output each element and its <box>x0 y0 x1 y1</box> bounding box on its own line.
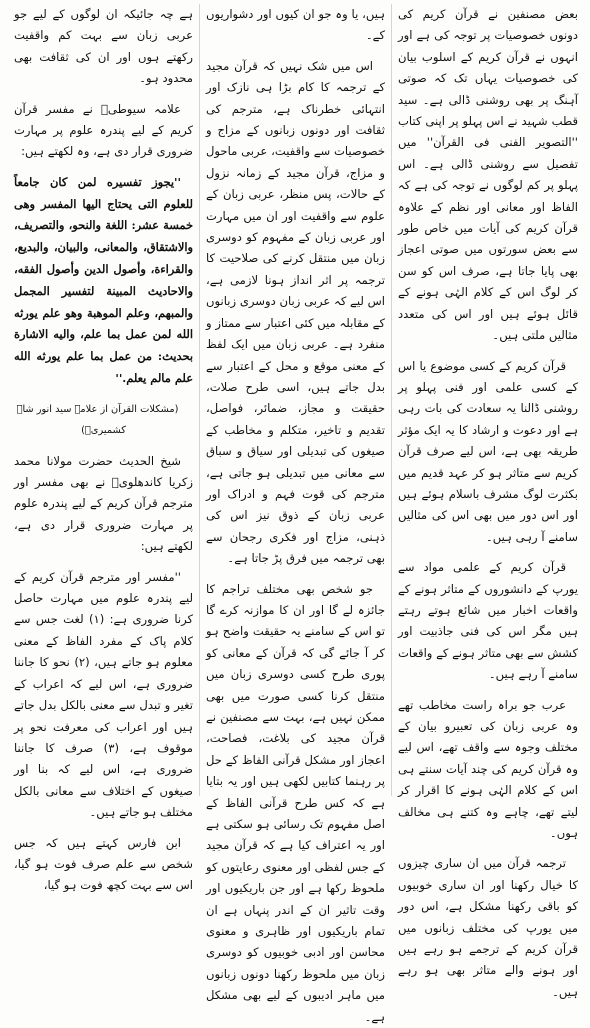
document-page <box>6 4 584 1024</box>
paragraph: قرآن کریم کے علمی مواد سے یورپ کے دانشوروں کے متاثر ہونے کے واقعات اخبار میں شائع ہوتے رہتے ہیں مگر اس کی فنی جاذبیت اور کشش سے بھی متاثر ہونے کے واقعات سامنے آ رہے ہیں۔ <box>398 560 578 682</box>
paragraph: شیخ الحدیث حضرت مولانا محمد زکریا کاندھلویؒ نے بھی مفسر اور مترجم قرآن کریم کے لیے پندرہ علوم پر مہارت ضروری قرار دی ہے، لکھتے ہیں: <box>14 453 193 554</box>
paragraph: قرآن کریم کے کسی موضوع یا اس کے کسی علمی اور فنی پہلو پر روشنی ڈالنا یہ سعادت کی بات رہی ہے اور دعوت و ارشاد کا یہ ایک مؤثر طریقہ بھی ہے، اس لیے صرف قرآن کریم سے متاثر ہو کر عہد قدیم میں بکثرت لوگ مشرف باسلام ہوئے ہیں اور اس دور میں بھی اس کی مثالیں سامنے آ رہی ہیں۔ <box>398 358 578 544</box>
paragraph: علامہ سیوطیؒ نے مفسر قرآن کریم کے لیے پندرہ علوم پر مہارت ضروری قرار دی ہے، وہ لکھتے ہیں: <box>14 101 193 159</box>
paragraph: جو شخص بھی مختلف تراجم کا جائزہ لے گا اور ان کا موازنہ کرے گا تو اس کے سامنے یہ حقیقت واضح ہو کر آ جائے گی کہ قرآن کے معانی کو پوری طرح کسی دوسری زبان میں منتقل کرنا کسی صورت میں بھی ممکن نہیں ہے، بہت سے مصنفین نے قرآن مجید کی بلاغت، فصاحت، اعجاز اور مشکل قرآنی الفاظ کے حل پر رہنما کتابیں لکھی ہیں اور یہ بتایا ہے کہ کس طرح قرآنی الفاظ کے اصل مفہوم تک رسائی ہو سکتی ہے اور یہ اعتراف کیا ہے کہ قرآن مجید کے جس لفظی اور معنوی رعایتوں کو ملحوظ رکھا ہے اور جن باریکیوں اور وقت تاثیر ان کے اندر پنہاں ہے ان تمام باریکیوں اور ظاہری و معنوی محاسن اور ادبی خوبیوں کو دوسری زبان میں ملحوظ رکھنا دونوں زبانوں میں ماہر ادیبوں کے لیے بھی مشکل ہے۔ <box>206 581 385 1024</box>
right-column <box>392 4 584 999</box>
paragraph: بعض مصنفین نے قرآن کریم کی دونوں خصوصیات پر توجہ کی ہے اور انہوں نے قرآن کریم کے اسلوب بیان کی خصوصیات یہاں تک کہ صوتی آہنگ پر بھی روشنی ڈالی ہے۔ سید قطب شہید نے اس پہلو پر اپنی کتاب ''التصویر الفنی فی القرآن'' میں تفصیل سے روشنی ڈالی ہے۔ اس پہلو پر کم لوگوں نے توجہ کی ہے کہ الفاظ اور معانی اور نظم کے علاوہ قرآن کریم کی آیات میں خاص طور سے بعض سورتوں میں صوتی اعجاز بھی پایا جاتا ہے، صرف اس کو سن کر لوگ اس کے کلام الہٰی ہونے کے قائل ہوئے ہیں اور اس کی متعدد مثالیں ملتی ہیں۔ <box>398 7 578 343</box>
citation: (مشکلات القرآن از علامہ سید انور شاہ کشمیریؒ) <box>16 403 179 437</box>
middle-column <box>200 4 392 1024</box>
paragraph: عرب جو براہ راست مخاطب تھے وہ عربی زبان کی تعبیرو بیان کے مختلف وجوہ سے واقف تھے، اس لیے وہ قرآن کریم کی چند آیات سنتے ہی اس کے کلام الہٰی ہونے کا اقرار کر لیتے تھے، چاہے وہ کتنے ہی مخالف ہوں۔ <box>398 697 578 841</box>
paragraph: اس میں شک نہیں کہ قرآن مجید کے ترجمہ کا کام بڑا ہی نازک اور انتہائی خطرناک ہے، مترجم کی ثقافت اور دونوں زبانوں کے مزاج و خصوصیات سے واقفیت، عربی ماحول و مزاج، قرآن مجید کے زمانہ نزول کے حالات، پس منظر، عربی زبان کے علوم سے واقفیت اور ان میں مہارت اور عربی زبان کے مفہوم کو دوسری زبان میں منتقل کرنے کی صلاحیت کا ترجمہ پر اثر انداز ہونا لازمی ہے، اس لیے کہ عربی زبان دوسری زبانوں کے مقابلہ میں کئی اعتبار سے ممتاز و منفرد ہے۔ عربی زبان میں ایک لفظ کے معنی موقع و محل کے اعتبار سے بدل جاتے ہیں، اسی طرح صلات، حقیقت و مجاز، ضمائر، فواصل، تقدیم و تاخیر، متکلم و مخاطب کے صیغوں کی تبدیلی اور سیاق و سباق سے معانی میں تبدیلی ہو جاتی ہے، مترجم کی قوت فہم و ادراک اور عربی زبان کے ذوق نیز اس کی ذہنی، مزاج اور فکری رجحان سے بھی ترجمہ میں فرق پڑ جاتا ہے۔ <box>206 58 385 566</box>
paragraph: ترجمہ قرآن میں ان ساری چیزوں کا خیال رکھنا اور ان ساری خوبیوں کو باقی رکھنا مشکل ہے، اس دور میں یورپ کی مختلف زبانوں میں قرآن کریم کے ترجمے ہو رہے ہیں اور ہونے والے متاثر بھی ہو رہے ہیں۔ <box>398 856 578 999</box>
paragraph: ابن فارس کہتے ہیں کہ جس شخص سے علم صرف فوت ہو گیا، اس سے بہت کچھ فوت ہو گیا، <box>14 835 193 893</box>
paragraph: ''مفسر اور مترجم قرآن کریم کے لیے پندرہ علوم میں مہارت حاصل کرنا ضروری ہے: (۱) لغت جس سے کلام پاک کے مفرد الفاظ کے معنی معلوم ہو جاتے ہیں، (۲) نحو کا جاننا ضروری ہے، اس لیے کہ اعراب کے تغیر و تبدل سے معنی بالکل بدل جاتے ہیں اور اعراب کی معرفت نحو پر موقوف ہے، (۳) صرف کا جاننا ضروری ہے، اس لیے کہ بنا اور صیغوں کے اختلاف سے معانی بالکل مختلف ہو جاتے ہیں۔ <box>14 569 194 820</box>
paragraph: ہیں، یا وہ جو ان کیوں اور دشواریوں کے۔ <box>206 7 385 43</box>
left-column <box>8 4 200 893</box>
arabic-quotation: ''یجوز تفسیره لمن کان جامعاً للعلوم التی یحتاج الیها المفسر وهی خمسة عشر: اللغة والنحو، والتصریف، والاشتقاق، والمعانی، والبیان، والبدیع، والقراءة، وأصول الدین وأصول الفقه، والاحادیث المبینة لتفسیر المجمل والمبهم، وعلم الموهبة وهو علم یورثه الله لمن عمل بما علم، والیه الاشارة بحدیث: من عمل بما علم یورثه الله علم مالم یعلم.'' <box>14 174 193 386</box>
paragraph: ہے چہ جائیکہ ان لوگوں کے لیے جو عربی زبان سے بہت کم واقفیت رکھتے ہوں اور ان کی ثقافت بھی محدود ہو۔ <box>14 7 193 86</box>
